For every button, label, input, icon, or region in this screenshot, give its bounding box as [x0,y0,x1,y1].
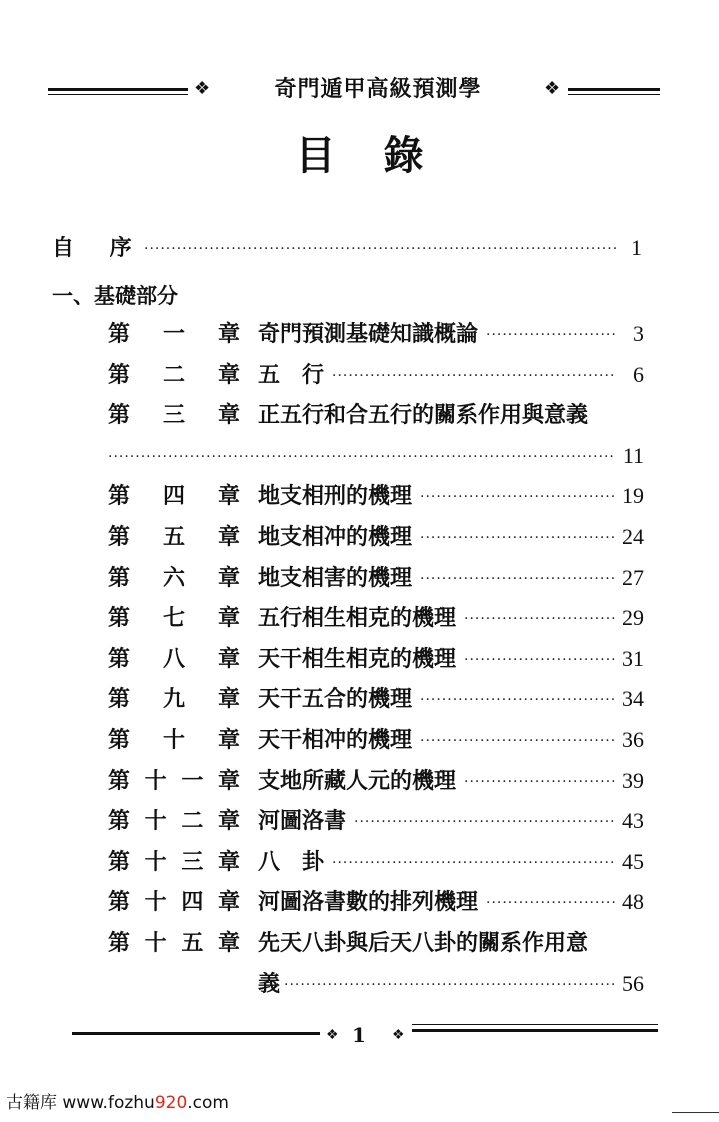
chapter-title: 五 行 [258,361,325,388]
dot-leader [284,968,614,1002]
running-header [48,70,660,110]
chapter-label-char: 一 [162,321,185,347]
chapter-label-char: 章 [217,645,240,672]
chapter-title: 五行相生相克的機理 [258,605,457,632]
chapter-label-char: 十 [144,889,167,916]
chapter-label-char: 第 [108,645,131,672]
chapter-label [108,643,240,675]
header-rule-left [48,88,188,91]
chapter-label-char: 第 [108,605,131,632]
chapter-label-char: 第 [108,889,131,916]
chapter-label-char: 十 [144,767,167,794]
dot-leader [420,724,616,758]
toc-entry-chapter [108,521,644,553]
chapter-label-char: 第 [108,361,131,388]
chapter-title: 河圖洛書數的排列機理 [258,889,479,916]
knot-ornament-icon: ❖ [194,78,211,99]
chapter-label-char: 章 [217,564,240,591]
page-heading: 目錄 [295,132,472,179]
chapter-label-char: 九 [162,686,185,713]
chapter-title: 正五行和合五行的關系作用與意義 [258,402,589,429]
chapter-label-char: 章 [217,727,240,753]
toc-entry-chapter [108,562,644,594]
page-number: 29 [622,605,644,631]
scan-edge-line [672,1112,719,1113]
chapter-label [108,318,240,350]
footer-rule-right [412,1029,658,1032]
dot-leader [464,765,616,799]
page-number: 36 [622,727,644,752]
chapter-label [108,359,240,391]
chapter-label [108,521,240,553]
chapter-label [108,805,240,837]
chapter-label-char: 第 [108,564,131,591]
toc-entry-chapter [108,318,644,350]
toc-entry-chapter [108,805,644,837]
dot-leader [332,846,616,880]
chapter-label-char: 章 [217,483,240,510]
chapter-label-char: 十 [144,808,167,835]
toc-entry-continuation [108,440,644,472]
chapter-label-char: 八 [162,645,185,672]
toc-entry-chapter [108,359,644,391]
section-label: 一、基礎部分 [52,284,178,308]
page-footer [72,1020,658,1050]
chapter-label-char: 章 [217,402,240,429]
chapter-label-char: 五 [181,930,204,956]
page-number: 6 [633,361,644,387]
chapter-label-char: 章 [217,889,240,916]
dot-leader [464,602,616,636]
chapter-title: 地支相刑的機理 [258,483,413,510]
chapter-title: 河圖洛書 [258,808,347,835]
watermark-prefix: 古籍库 www.fozhu [6,1093,155,1113]
chapter-label [108,480,240,512]
dot-leader [332,359,616,393]
chapter-label-char: 一 [181,767,204,794]
chapter-label-char: 第 [108,483,131,510]
chapter-title: 天干相生相克的機理 [258,645,457,672]
chapter-label-char: 三 [181,848,204,875]
toc-entry-chapter [108,602,644,634]
chapter-label-char: 章 [217,605,240,632]
chapter-label [108,724,240,756]
header-rule-left-thin [48,94,188,95]
chapter-label-char: 二 [162,361,185,388]
chapter-label [108,765,240,797]
chapter-title: 八 卦 [258,848,325,875]
toc-entry-chapter [108,399,644,431]
dot-leader [464,643,616,677]
chapter-label [108,846,240,878]
chapter-title-continued: 義 [258,970,281,997]
chapter-label-char: 第 [108,727,131,753]
chapter-label-char: 十 [144,930,167,956]
page-number: 31 [622,645,644,671]
chapter-label-char: 章 [217,848,240,875]
toc-entry-chapter [108,765,644,797]
dot-leader [486,318,616,352]
section-heading [52,280,352,312]
footer-rule-left [72,1032,320,1035]
chapter-label-char: 第 [108,402,131,429]
chapter-label [108,602,240,634]
chapter-label-char: 四 [162,483,185,510]
chapter-title: 地支相冲的機理 [258,524,413,550]
chapter-label-char: 三 [162,402,185,429]
page-number: 34 [622,686,644,712]
toc-entry-chapter [108,724,644,756]
chapter-label-char: 五 [162,524,185,550]
chapter-label [108,886,240,918]
chapter-label-char: 章 [217,767,240,794]
watermark-suffix: .com [187,1093,229,1113]
page-number: 1 [631,235,642,260]
chapter-label-char: 四 [181,889,204,916]
page-number: 48 [622,889,644,915]
watermark-highlight: 920 [154,1093,188,1113]
knot-ornament-icon: ❖ [326,1027,339,1043]
chapter-title: 奇門預測基礎知識概論 [258,321,479,347]
chapter-label-char: 第 [108,524,131,550]
chapter-label-char: 第 [108,686,131,713]
preface-label: 自 序 [52,235,146,261]
page-number: 19 [622,483,644,509]
dot-leader [144,232,618,266]
book-title: 奇門遁甲高級預測學 [274,76,482,102]
toc-entry-preface [52,232,642,264]
watermark [6,1088,229,1113]
knot-ornament-icon: ❖ [544,78,561,99]
page-number: 24 [622,524,644,549]
toc-entry-chapter [108,480,644,512]
chapter-label-char: 七 [162,605,185,632]
dot-leader [486,886,616,920]
page-number: 56 [622,970,644,996]
chapter-label-char: 第 [108,321,131,347]
chapter-label [108,562,240,594]
chapter-title: 天干五合的機理 [258,686,413,713]
chapter-label-char: 章 [217,321,240,347]
chapter-label-char: 十 [144,848,167,875]
chapter-label-char: 第 [108,767,131,794]
chapter-label-char: 第 [108,930,131,956]
page-number: 43 [622,808,644,834]
page-number: 39 [622,767,644,793]
toc-entry-chapter [108,643,644,675]
dot-leader [108,440,614,474]
toc-entry-chapter [108,886,644,918]
dot-leader [420,480,616,514]
chapter-label-char: 章 [217,930,240,956]
toc-entry-chapter [108,927,644,959]
knot-ornament-icon: ❖ [392,1027,405,1043]
header-rule-right [568,88,660,91]
chapter-label-char: 第 [108,808,131,835]
dot-leader [420,683,616,717]
page-number: 11 [622,442,644,468]
page-number: 3 [633,321,644,346]
chapter-label-char: 六 [162,564,185,591]
chapter-label-char: 章 [217,361,240,388]
chapter-title: 地支相害的機理 [258,564,413,591]
page-number-footer: 1 [352,1023,366,1047]
chapter-label [108,683,240,715]
toc-entry-chapter [108,846,644,878]
page-number: 27 [622,564,644,590]
chapter-label-char: 第 [108,848,131,875]
toc-entry-chapter [108,683,644,715]
chapter-label-char: 十 [162,727,185,753]
dot-leader [420,562,616,596]
chapter-title: 先天八卦與后天八卦的關系作用意 [258,930,589,956]
chapter-title: 天干相冲的機理 [258,727,413,753]
chapter-label [108,927,240,959]
chapter-label-char: 二 [181,808,204,835]
chapter-title: 支地所藏人元的機理 [258,767,457,794]
chapter-label-char: 章 [217,686,240,713]
chapter-label-char: 章 [217,524,240,550]
chapter-label [108,399,240,431]
footer-rule-right-thin [412,1024,658,1025]
dot-leader [420,521,616,555]
page-number: 45 [622,848,644,874]
header-rule-right-thin [568,94,660,95]
toc-entry-continuation [258,968,644,1000]
chapter-label-char: 章 [217,808,240,835]
dot-leader [354,805,616,839]
